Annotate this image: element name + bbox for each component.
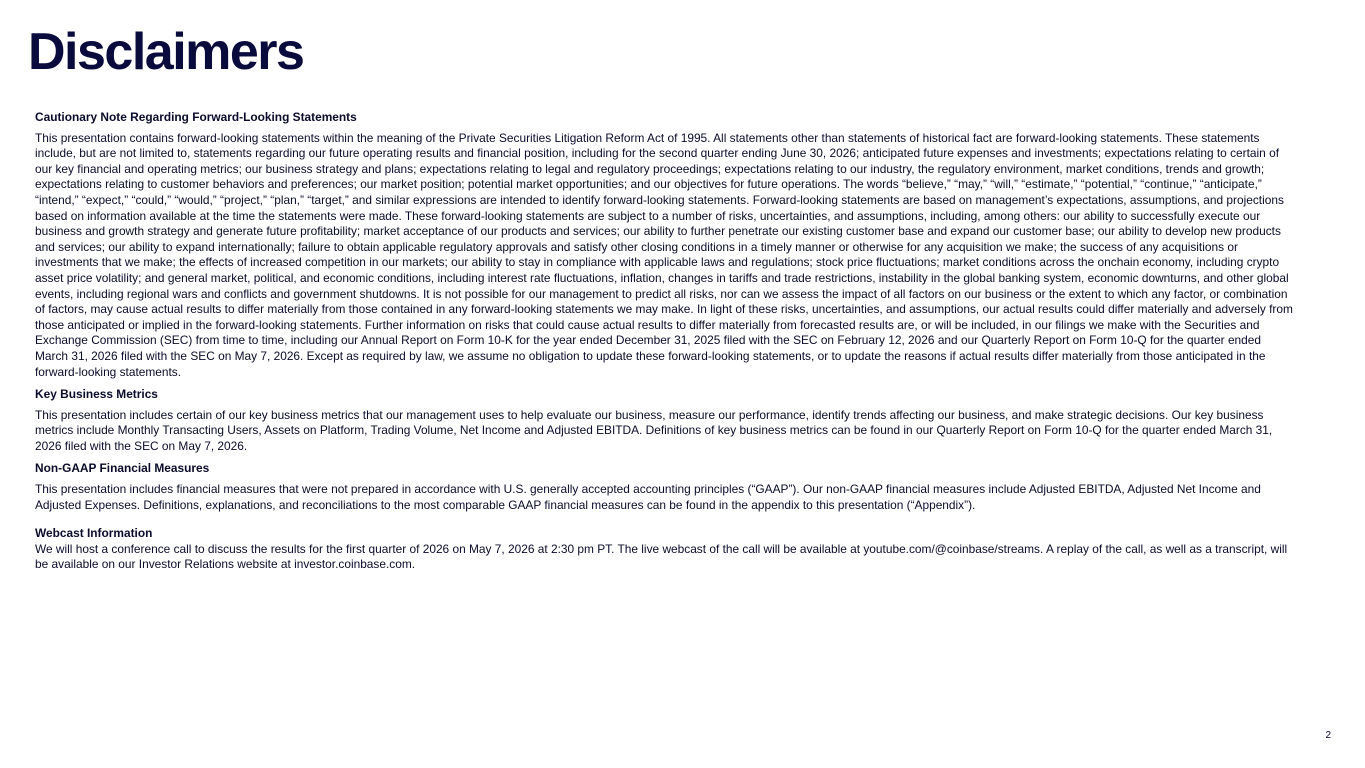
- page-title: Disclaimers: [28, 23, 304, 81]
- forward-looking-body: This presentation contains forward-looking statements within the meaning of the Private Securities Litigation Reform Act of 1995. All statements other than statements of historical fact are forward-looking statements. These statements include, but are not limited to, statements regarding our future operating results and financial position, including for the second quarter ending June 30, 2026; anticipated future expenses and investments; expectations relating to certain of our key financial and operating metrics; our business strategy and plans; expectations relating to legal and regulatory proceedings; expectations relating to our industry, the regulatory environment, market conditions, trends and growth; expectations relating to customer behaviors and preferences; our market position; potential market opportunities; and our objectives for future operations. The words “believe,” “may,” “will,” “estimate,” “potential,” “continue,” “anticipate,” “intend,” “expect,” “could,” “would,” “project,” “plan,” “target,” and similar expressions are intended to identify forward-looking statements. Forward-looking statements are based on management’s expectations, assumptions, and projections based on information available at the time the statements were made. These forward-looking statements are subject to a number of risks, uncertainties, and assumptions, including, among others: our ability to successfully execute our business and growth strategy and generate future profitability; market acceptance of our products and services; our ability to further penetrate our existing customer base and expand our customer base; our ability to develop new products and services; our ability to expand internationally; failure to obtain applicable regulatory approvals and satisfy other closing conditions in a timely manner or otherwise for any acquisition we make; the success of any acquisitions or investments that we make; the effects of increased competition in our markets; our ability to stay in compliance with applicable laws and regulations; stock price fluctuations; market conditions across the onchain economy, including crypto asset price volatility; and general market, political, and economic conditions, including interest rate fluctuations, inflation, changes in tariffs and trade restrictions, instability in the global banking system, economic downturns, and other global events, including regional wars and conflicts and government shutdowns. It is not possible for our management to predict all risks, nor can we assess the impact of all factors on our business or the extent to which any factor, or combination of factors, may cause actual results to differ materially from those contained in any forward-looking statements we may make. In light of these risks, uncertainties, and assumptions, our actual results could differ materially and adversely from those anticipated or implied in the forward-looking statements. Further information on risks that could cause actual results to differ materially from forecasted results are, or will be included, in our filings we make with the Securities and Exchange Commission (SEC) from time to time, including our Annual Report on Form 10-K for the year ended December 31, 2025 filed with the SEC on February 12, 2026 and our Quarterly Report on Form 10-Q for the quarter ended March 31, 2026 filed with the SEC on May 7, 2026. Except as required by law, we assume no obligation to update these forward-looking statements, or to update the reasons if actual results differ materially from those anticipated in the forward-looking statements.: [35, 130, 1293, 379]
- disclaimer-content: [35, 110, 1297, 580]
- webcast-body: We will host a conference call to discuss the results for the first quarter of 2026 on May 7, 2026 at 2:30 pm PT. The live webcast of the call will be available at youtube.com/@coinbase/streams. A replay of the call, as well as a transcript, will be available on our Investor Relations website at investor.coinbase.com.: [35, 541, 1288, 572]
- forward-looking-section: [35, 110, 1297, 380]
- key-metrics-heading: Key Business Metrics: [35, 387, 158, 402]
- key-metrics-section: [35, 387, 1297, 454]
- non-gaap-heading: Non-GAAP Financial Measures: [35, 461, 210, 476]
- page-number: 2: [1325, 730, 1331, 741]
- non-gaap-body: This presentation includes financial measures that were not prepared in accordance with U.S. generally accepted accounting principles (“GAAP”). Our non-GAAP financial measures include Adjusted EBITDA, Adjusted Net Income and Adjusted Expenses. Definitions, explanations, and reconciliations to the most comparable GAAP financial measures can be found in the appendix to this presentation (“Appendix”).: [35, 482, 1261, 512]
- webcast-heading: Webcast Information: [35, 526, 153, 541]
- webcast-section: [35, 526, 1297, 573]
- key-metrics-body: This presentation includes certain of our key business metrics that our management uses to help evaluate our business, measure our performance, identify trends affecting our business, and make strategic decisions. Our key business metrics include Monthly Transacting Users, Assets on Platform, Trading Volume, Net Income and Adjusted EBITDA. Definitions of key business metrics can be found in our Quarterly Report on Form 10-Q for the quarter ended March 31, 2026 filed with the SEC on May 7, 2026.: [35, 407, 1273, 453]
- forward-looking-heading: Cautionary Note Regarding Forward-Looking Statements: [35, 110, 357, 124]
- non-gaap-section: [35, 461, 1297, 513]
